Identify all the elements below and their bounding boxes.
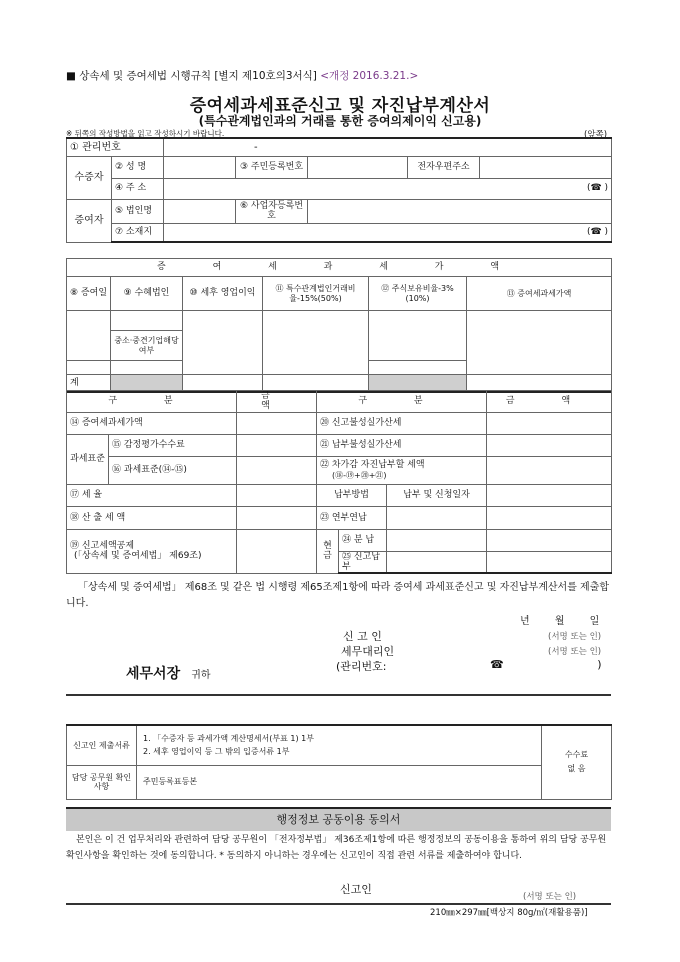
consent-signature[interactable]: (서명 또는 인)	[523, 892, 577, 902]
declaration-text: 「상속세 및 증여세법」 제68조 및 같은 법 시행령 제65조제1항에 따라 증여세 과세표준신고 및 자진납부계산서를 제출합니다.	[66, 582, 610, 609]
row24-amount[interactable]	[387, 529, 487, 551]
row15-amount[interactable]	[237, 434, 317, 456]
row25-label: ㉕ 신고납부	[339, 551, 387, 573]
form-title: 증여세과세표준신고 및 자진납부계산서	[189, 96, 491, 116]
row25-amount[interactable]	[387, 551, 487, 573]
declaration-divider	[66, 694, 611, 696]
row22-label	[317, 456, 487, 484]
col-amount-right: 금 액	[487, 391, 612, 413]
row18-label: ⑱ 산 출 세 액	[67, 506, 237, 529]
mgmt-no-field[interactable]: -	[164, 138, 612, 156]
row21-label: ㉑ 납부불성실가산세	[317, 434, 487, 456]
form-subtitle: (특수관계법인과의 거래를 통한 증여의제이익 신고용)	[198, 114, 482, 128]
related-trade-ratio-field[interactable]	[263, 311, 369, 375]
reporter-label: 신 고 인	[343, 630, 382, 643]
sme-label: 중소·중견기업해당여부	[111, 331, 183, 361]
parties-table	[66, 137, 612, 243]
corp-name-field[interactable]	[164, 199, 236, 223]
consent-title: 행정정보 공동이용 동의서	[66, 807, 611, 831]
beneficiary-corp-field[interactable]	[111, 311, 183, 331]
col-related-trade-ratio: ⑪ 특수관계법인거래비율-15%(50%)	[263, 277, 369, 311]
col-category-right: 구 분	[317, 391, 487, 413]
addressee: 세무서장	[126, 666, 181, 682]
submit-item-2: 2. 세후 영업이익 등 그 밖의 입증서류 1부	[143, 747, 290, 757]
location-field[interactable]: (☎ )	[164, 223, 612, 242]
row23-label: ㉓ 연부연납	[317, 506, 387, 529]
verify-item: 주민등록표등본	[137, 765, 542, 799]
rrn-label: ③ 주민등록번호	[236, 156, 308, 178]
row18-amount[interactable]	[237, 506, 317, 529]
col-beneficiary-corp: ⑨ 수혜법인	[111, 277, 183, 311]
col-after-tax-profit: ⑩ 세후 영업이익	[183, 277, 263, 311]
agent-signature[interactable]: (서명 또는 인)	[548, 647, 602, 657]
row17-amount[interactable]	[237, 484, 317, 506]
agent-mgmt-no[interactable]: (관리번호:	[336, 660, 387, 673]
col-taxable-value: ⑬ 증여세과세가액	[467, 277, 612, 311]
total-ratio-field[interactable]	[263, 375, 369, 392]
after-tax-profit-field[interactable]	[183, 311, 263, 375]
row19-label-line1: ⑲ 신고세액공제	[70, 540, 135, 551]
tax-base-section-title: 증 여 세 과 세 가 액	[67, 259, 612, 277]
instruction-note: ※ 뒤쪽의 작성방법을 읽고 작성하시기 바랍니다.	[66, 129, 225, 138]
total-cell-gray	[111, 375, 183, 392]
row15-label: ⑮ 감정평가수수료	[109, 434, 237, 456]
total-taxable-field[interactable]	[467, 375, 612, 392]
col-gift-date: ⑧ 증여일	[67, 277, 111, 311]
pay-date-label: 납부 및 신청일자	[387, 484, 487, 506]
share-ratio-field[interactable]	[369, 311, 467, 361]
row22-label-line1: ㉒ 차가감 자진납부할 세액	[320, 460, 425, 471]
gift-date-field-2[interactable]	[67, 361, 111, 375]
mgmt-no-label: ① 관리번호	[67, 138, 164, 156]
location-label: ⑦ 소재지	[112, 223, 164, 242]
row25-date[interactable]	[487, 551, 612, 573]
tax-base-table	[66, 258, 612, 393]
row24-label: ㉔ 분 납	[339, 529, 387, 551]
agent-phone[interactable]: ☎ )	[490, 658, 602, 671]
biz-reg-label: ⑥ 사업자등록번호	[236, 199, 308, 223]
consent-text: 본인은 이 건 업무처리와 관련하여 담당 공무원이 「전자정부법」 제36조제1항에 따른 행정정보의 공동이용을 통하여 위의 담당 공무원 확인사항을 확인하는 것에 동의합니다. * 동의하지 아니하는 경우에는 신고인이 직접 관련 서류를 제출하여야 합니다.	[66, 835, 607, 861]
donor-label: 증여자	[67, 199, 112, 242]
name-label: ② 성 명	[112, 156, 164, 178]
email-label: 전자우편주소	[408, 156, 480, 178]
row21-amount[interactable]	[487, 434, 612, 456]
consent-signer: 신고인	[340, 883, 372, 896]
total-profit-field[interactable]	[183, 375, 263, 392]
col-amount-left: 금 액	[237, 391, 317, 413]
cash-group-label: 현금	[317, 529, 339, 573]
row22-label-line2: (⑱-⑲+⑳+㉑)	[332, 470, 387, 480]
total-share-gray	[369, 375, 467, 392]
row16-label: ⑯ 과세표준(⑭-⑮)	[109, 456, 237, 484]
page-side: (앞쪽)	[584, 130, 608, 140]
share-ratio-field-2[interactable]	[369, 361, 467, 375]
regulation-text: ■ 상속세 및 증여세법 시행규칙 [별지 제10호의3서식]	[66, 70, 317, 82]
sme-field[interactable]	[111, 361, 183, 375]
date-labels: 년 월 일	[520, 616, 600, 627]
row23-date[interactable]	[487, 506, 612, 529]
row23-amount[interactable]	[387, 506, 487, 529]
row19-amount[interactable]	[237, 529, 317, 573]
submit-item-1: 1. 「수증자 등 과세가액 계산명세서(부표 1) 1부	[143, 733, 314, 743]
col-share-ratio: ⑫ 주식보유비율-3%(10%)	[369, 277, 467, 311]
row16-amount[interactable]	[237, 456, 317, 484]
reporter-signature[interactable]: (서명 또는 인)	[548, 632, 602, 642]
row24-date[interactable]	[487, 529, 612, 551]
verify-label: 담당 공무원 확인사항	[67, 765, 137, 799]
row20-label: ⑳ 신고불성실가산세	[317, 412, 487, 434]
submit-docs-label: 신고인 제출서류	[67, 725, 137, 765]
regulation-header	[66, 68, 418, 83]
addressee-suffix: 귀하	[191, 670, 211, 681]
pay-method-label: 납부방법	[317, 484, 387, 506]
row14-label: ⑭ 증여세과세가액	[67, 412, 237, 434]
tax-base-group-label: 과세표준	[67, 434, 109, 484]
fee-value: 없 음	[567, 764, 586, 774]
calc-table	[66, 390, 612, 574]
fee-label: 수수료	[564, 749, 589, 759]
donee-label: 수증자	[67, 156, 112, 199]
row22-amount[interactable]	[487, 456, 612, 484]
row14-amount[interactable]	[237, 412, 317, 434]
attachments-table	[66, 724, 612, 800]
row19-label-line2: (「상속세 및 증여세법」 제69조)	[74, 551, 202, 562]
total-label: 계	[67, 375, 111, 392]
name-field[interactable]	[164, 156, 236, 178]
address-label: ④ 주 소	[112, 178, 164, 199]
paper-spec: 210㎜×297㎜[백상지 80g/㎡(재활용품)]	[430, 908, 588, 918]
biz-reg-field[interactable]	[308, 199, 612, 223]
pay-date-field[interactable]	[487, 484, 612, 506]
corp-name-label: ⑤ 법인명	[112, 199, 164, 223]
taxable-value-field[interactable]	[467, 311, 612, 375]
gift-date-field[interactable]	[67, 311, 111, 361]
row20-amount[interactable]	[487, 412, 612, 434]
agent-label: 세무대리인	[341, 645, 395, 658]
row17-label: ⑰ 세 율	[67, 484, 237, 506]
email-field[interactable]	[480, 156, 612, 178]
rrn-field[interactable]	[308, 156, 408, 178]
revision-date: <개정 2016.3.21.>	[320, 70, 419, 82]
col-category-left: 구 분	[67, 391, 237, 413]
address-field[interactable]: (☎ )	[164, 178, 612, 199]
consent-divider	[66, 903, 611, 905]
